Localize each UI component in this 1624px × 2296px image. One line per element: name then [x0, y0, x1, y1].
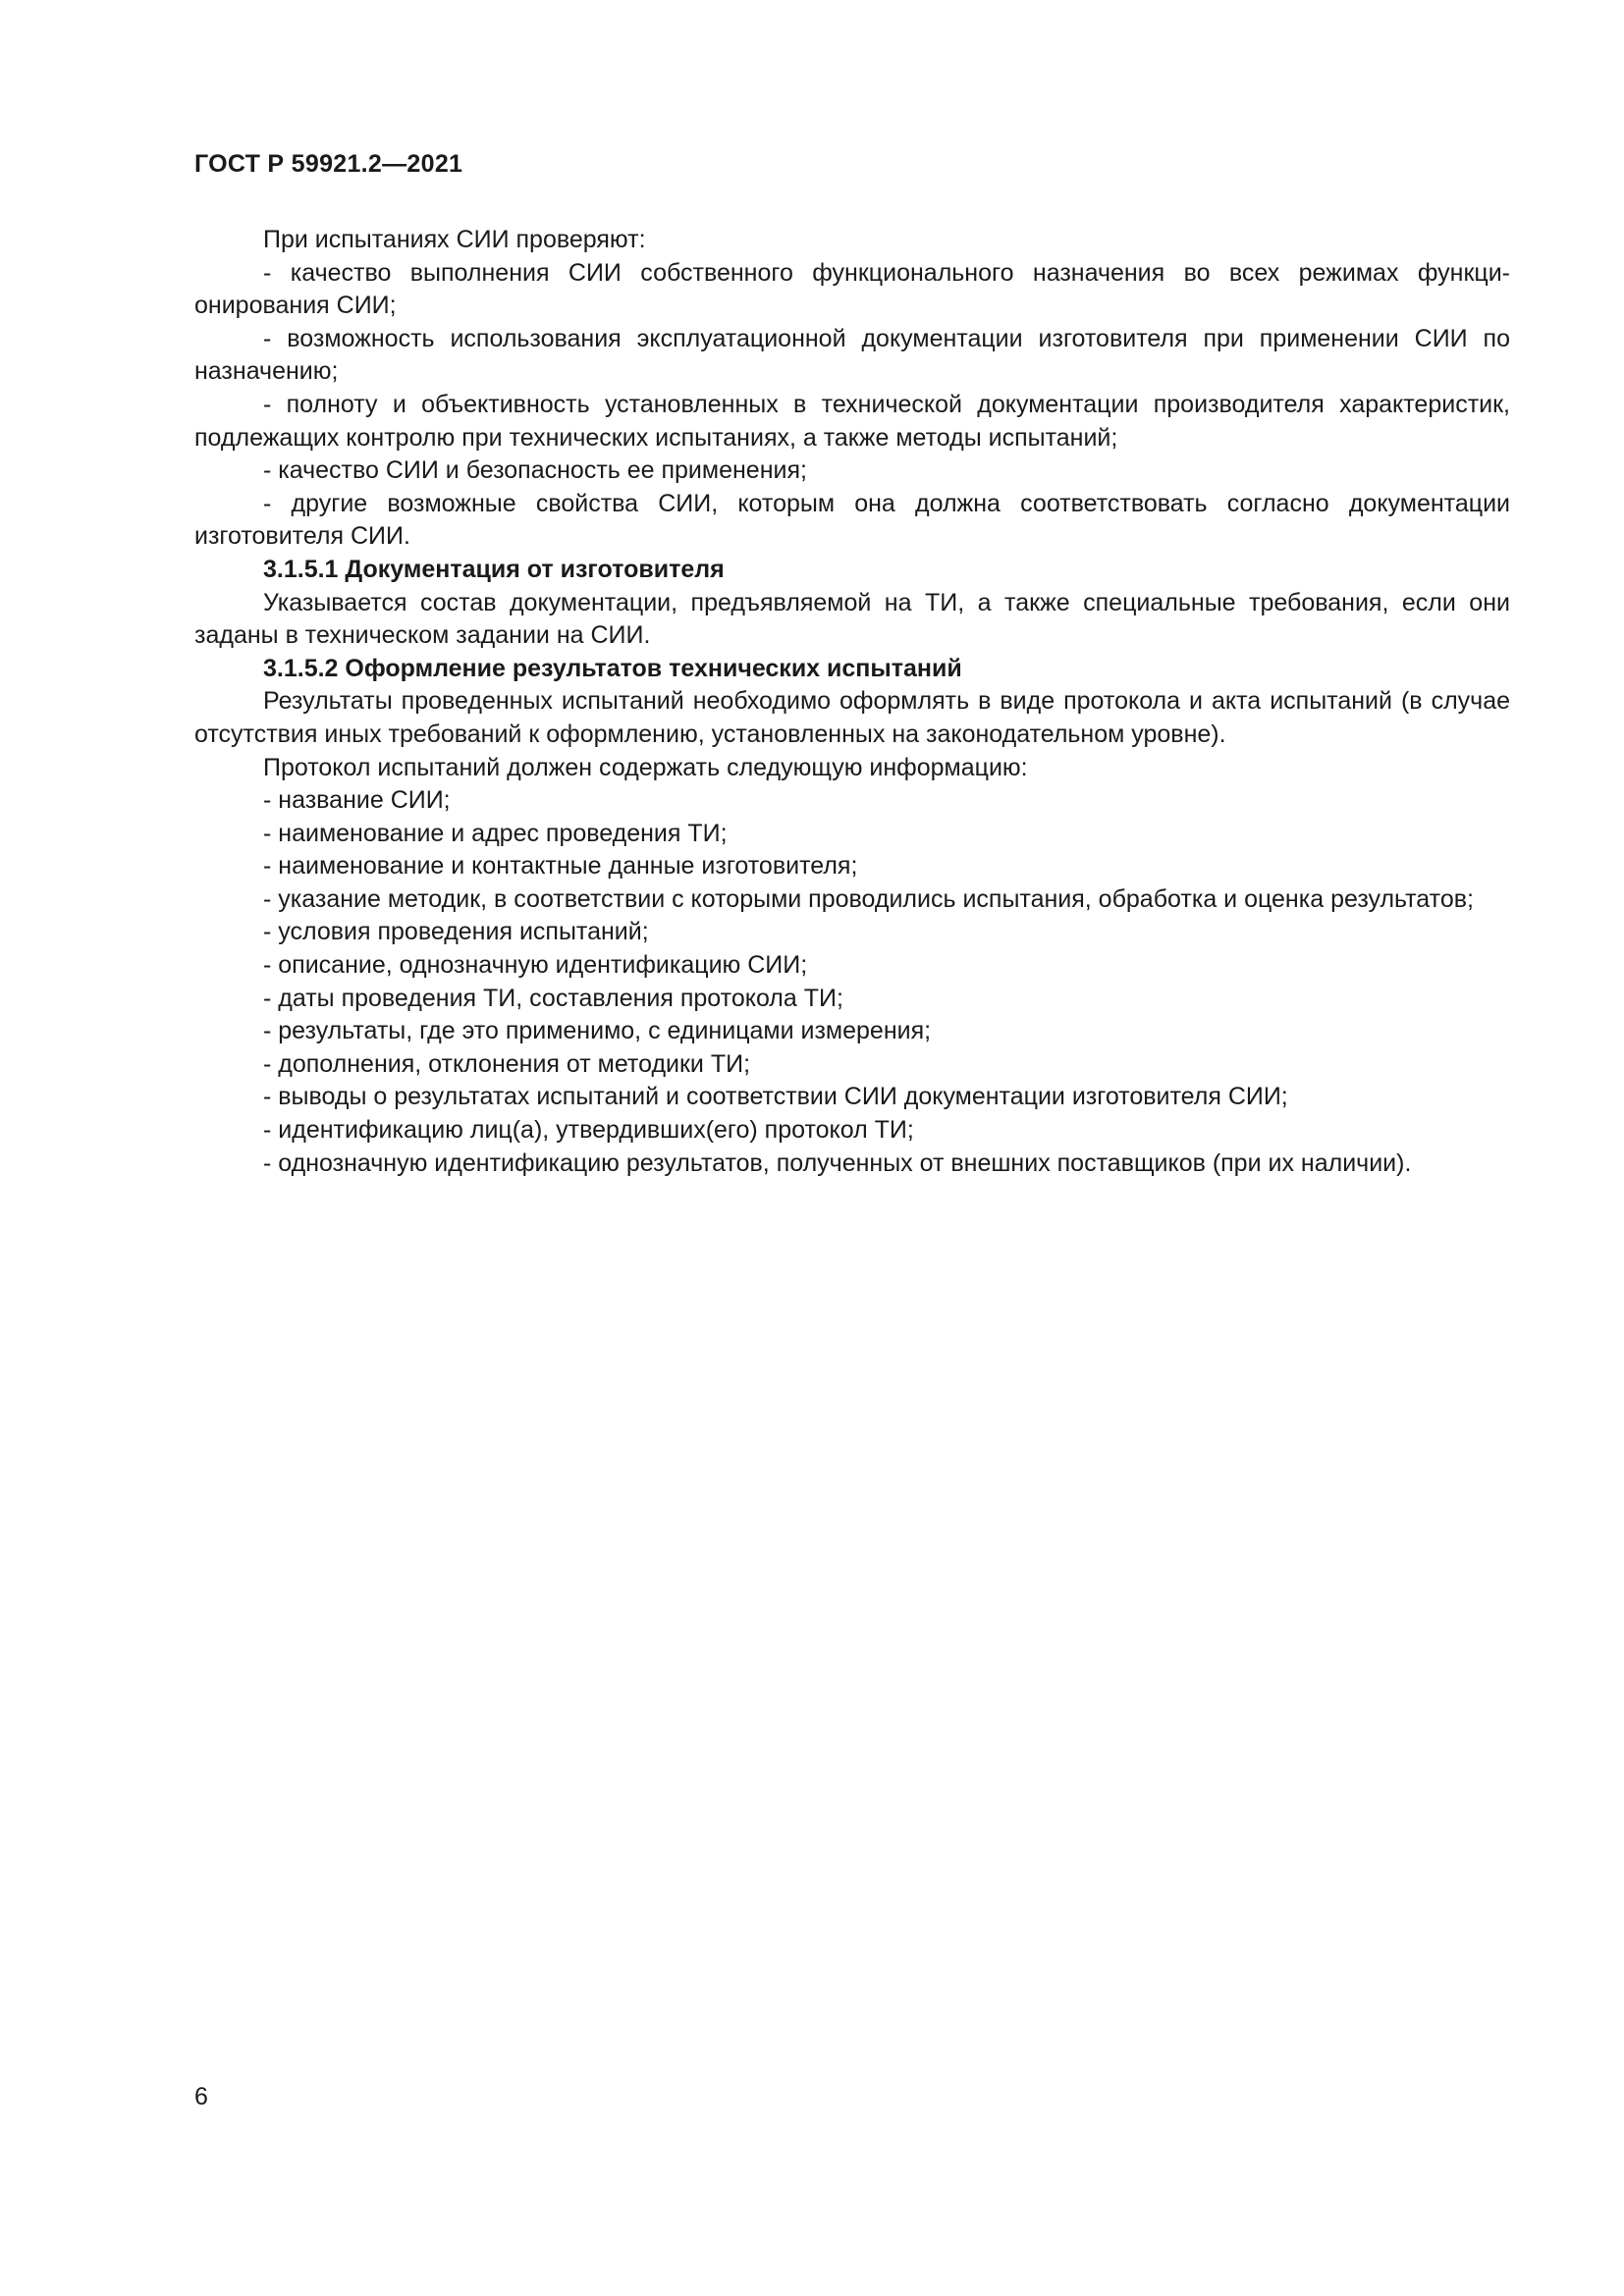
list-item: - другие возможные свойства СИИ, которым она должна соответствовать согласно документации изготовителя СИИ.: [194, 489, 1510, 551]
paragraph: Протокол испытаний должен содержать следующую информацию:: [263, 753, 1028, 781]
list-item: - даты проведения ТИ, составления протокола ТИ;: [263, 984, 843, 1012]
list-item: - однозначную идентификацию результатов, полученных от внешних поставщиков (при их наличии).: [263, 1148, 1412, 1177]
list-item: - выводы о результатах испытаний и соответствии СИИ документации изготовителя СИИ;: [263, 1083, 1288, 1111]
page-number: 6: [194, 2083, 208, 2110]
list-item: - возможность использования эксплуатационной документации изготовителя при применении СИИ по назначению;: [194, 324, 1510, 386]
section-heading-3-1-5-1: 3.1.5.1 Документация от изготовителя: [263, 555, 725, 583]
list-item: - указание методик, в соответствии с которыми проводились испытания, обработка и оценка результатов;: [263, 884, 1474, 913]
list-item: - идентификацию лиц(а), утвердивших(его) протокол ТИ;: [263, 1116, 914, 1145]
list-item: - полноту и объективность установленных в технической документации производителя характеристик, подлежащих контролю при технических испытаниях, а также методы испытаний;: [194, 390, 1510, 452]
paragraph-intro: При испытаниях СИИ проверяют:: [263, 226, 646, 253]
document-body: [194, 224, 1510, 1180]
paragraph: Указывается состав документации, предъявляемой на ТИ, а также специальные требования, если они заданы в техническом задании на СИИ.: [194, 588, 1510, 650]
list-item: - результаты, где это применимо, с единицами измерения;: [263, 1017, 932, 1045]
document-code: ГОСТ Р 59921.2—2021: [194, 150, 463, 178]
list-item: - название СИИ;: [263, 786, 451, 815]
list-item: - условия проведения испытаний;: [263, 918, 649, 946]
list-item: - наименование и адрес проведения ТИ;: [263, 819, 728, 847]
section-heading-3-1-5-2: 3.1.5.2 Оформление результатов технических испытаний: [263, 654, 962, 682]
list-item: - дополнения, отклонения от методики ТИ;: [263, 1049, 751, 1078]
list-item: - качество СИИ и безопасность ее применения;: [263, 456, 807, 485]
list-item: - качество выполнения СИИ собственного функционального назначения во всех режимах функционирования СИИ;: [194, 258, 1510, 320]
list-item: - наименование и контактные данные изготовителя;: [263, 852, 858, 881]
list-item: - описание, однозначную идентификацию СИИ;: [263, 951, 808, 980]
paragraph: Результаты проведенных испытаний необходимо оформлять в виде протокола и акта испытаний (в случае отсутствия иных требований к оформлению, установленных на законодательном уровне).: [194, 687, 1510, 748]
